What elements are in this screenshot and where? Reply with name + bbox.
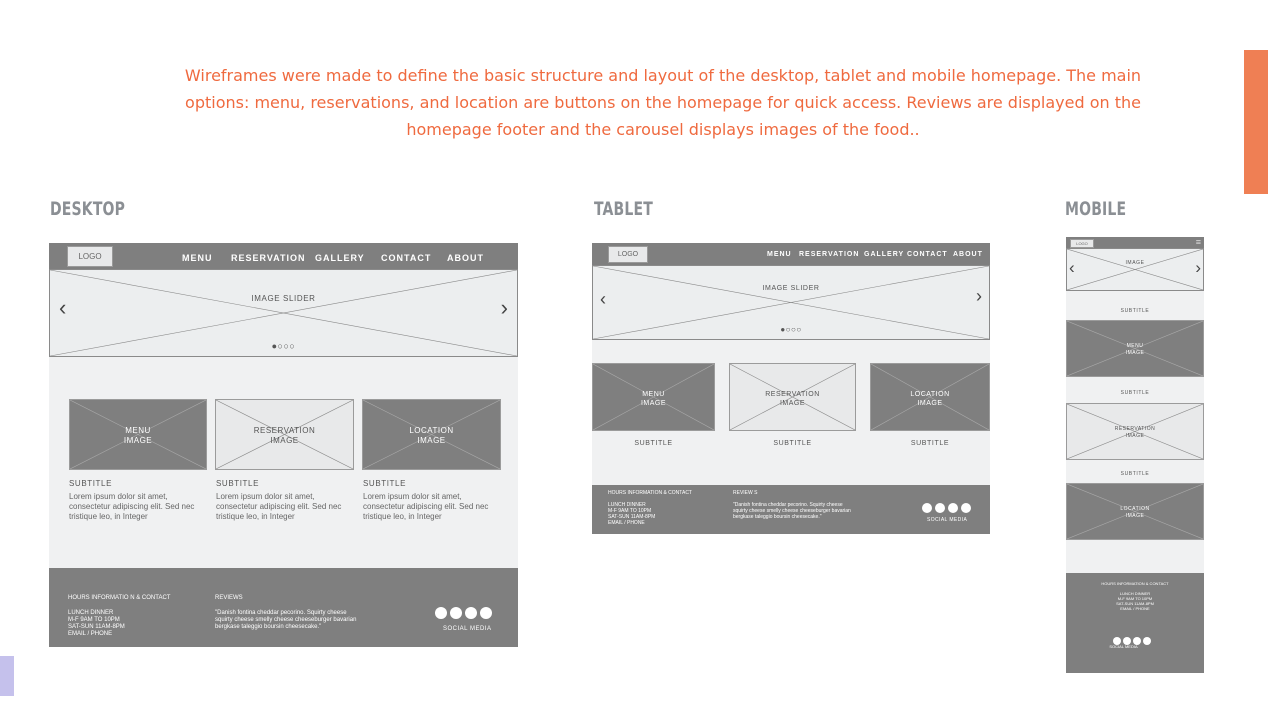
- desktop-logo: LOGO: [67, 246, 113, 267]
- desktop-slider-label: IMAGE SLIDER: [251, 294, 316, 303]
- mobile-slider-label: IMAGE: [1125, 260, 1145, 266]
- desktop-chevron-left-icon: ‹: [59, 295, 67, 320]
- tablet-nav-gallery: GALLERY: [864, 251, 905, 258]
- tablet-footer-hours-title: HOURS INFORMATION & CONTACT: [608, 490, 692, 496]
- desktop-wireframe: [49, 243, 518, 647]
- desktop-social-icons: [435, 606, 492, 624]
- mobile-subtitle-1: SUBTITLE: [1120, 308, 1150, 314]
- desktop-location-text: Lorem ipsum dolor sit amet, consectetur adipiscing elit. Sed nec tristique leo, in Integer: [363, 492, 489, 521]
- desktop-location-card: [362, 399, 501, 470]
- mobile-reservation-card: [1066, 403, 1204, 460]
- desktop-nav-menu: MENU: [182, 253, 213, 263]
- social-circle-icon[interactable]: [465, 607, 477, 619]
- desktop-navbar: [49, 243, 518, 270]
- mobile-title: MOBILE: [1065, 198, 1127, 220]
- tablet-menu-card: [592, 363, 715, 431]
- desktop-location-card-label: LOCATION IMAGE: [409, 426, 454, 445]
- tablet-menu-card-label: MENU IMAGE: [640, 391, 667, 407]
- tablet-footer: [592, 485, 990, 534]
- tablet-footer-hours: LUNCH DINNER M-F 9AM TO 10PM SAT-SUN 11AM-8PM EMAIL / PHONE: [608, 502, 656, 526]
- mobile-subtitle-2: SUBTITLE: [1120, 390, 1150, 396]
- tablet-reservation-subtitle: SUBTITLE: [773, 440, 812, 447]
- hamburger-menu-icon[interactable]: ≡: [1195, 237, 1201, 247]
- intro-text: Wireframes were made to define the basic structure and layout of the desktop, tablet and mobile homepage. The main options: menu, reservations, and location are buttons on the homepage for quick access. Reviews are displayed on the homepage footer and the carousel displays images of the food..: [184, 66, 1142, 139]
- mobile-navbar: [1066, 237, 1204, 248]
- accent-bar: [1244, 50, 1268, 194]
- tablet-slider-dots: ●○○○: [780, 325, 802, 334]
- mobile-chevron-right-icon: ›: [1195, 258, 1201, 277]
- social-circle-icon[interactable]: [450, 607, 462, 619]
- desktop-nav-gallery: GALLERY: [315, 253, 365, 263]
- desktop-reservation-card-label: RESERVATION IMAGE: [253, 426, 316, 445]
- mobile-wireframe: [1066, 237, 1204, 673]
- mobile-social-label: SOCIAL MEDIA: [1109, 644, 1138, 649]
- social-circle-icon[interactable]: [961, 503, 971, 513]
- tablet-image-slider: [592, 265, 990, 340]
- desktop-chevron-right-icon: ›: [500, 295, 508, 320]
- mobile-logo: LOGO: [1070, 239, 1094, 248]
- desktop-nav-contact: CONTACT: [381, 253, 432, 263]
- tablet-footer-review-text: "Danish fontina cheddar pecorino. Squirty cheese squirty cheese smelly cheese cheeseburger bavarian bergkase taleggio boursin cheesecake.": [733, 502, 851, 520]
- social-circle-icon[interactable]: [480, 607, 492, 619]
- tablet-reservation-card: [729, 363, 856, 431]
- social-circle-icon[interactable]: [922, 503, 932, 513]
- desktop-menu-card-label: MENU IMAGE: [123, 426, 153, 445]
- mobile-reservation-card-label: RESERVATION IMAGE: [1114, 426, 1156, 439]
- desktop-title: DESKTOP: [50, 198, 126, 220]
- tablet-reservation-card-label: RESERVATION IMAGE: [765, 391, 820, 407]
- tablet-nav-about: ABOUT: [953, 251, 983, 258]
- tablet-nav-contact: CONTACT: [907, 251, 948, 258]
- tablet-footer-reviews-title: REVIEW S: [733, 490, 758, 496]
- desktop-menu-text: Lorem ipsum dolor sit amet, consectetur adipiscing elit. Sed nec tristique leo, in Integer: [69, 492, 195, 521]
- mobile-footer-hours-title: HOURS INFORMATION & CONTACT: [1101, 581, 1169, 586]
- desktop-footer-reviews-title: REVIEWS: [215, 595, 243, 601]
- tablet-title: TABLET: [594, 198, 653, 220]
- tablet-location-card: [870, 363, 990, 431]
- mobile-subtitle-3: SUBTITLE: [1120, 471, 1150, 477]
- tablet-chevron-right-icon: ›: [976, 286, 982, 306]
- tablet-menu-subtitle: SUBTITLE: [634, 440, 673, 447]
- tablet-chevron-left-icon: ‹: [600, 289, 606, 309]
- mobile-footer: [1066, 573, 1204, 673]
- desktop-social-label: SOCIAL MEDIA: [443, 626, 492, 632]
- tablet-logo: LOGO: [608, 246, 648, 263]
- tablet-social-icons: [922, 500, 971, 518]
- tablet-slider-label: IMAGE SLIDER: [762, 285, 820, 292]
- tablet-location-card-label: LOCATION IMAGE: [910, 391, 950, 407]
- tablet-navbar: [592, 243, 990, 265]
- mobile-menu-card: [1066, 320, 1204, 377]
- desktop-image-slider: [49, 269, 518, 357]
- desktop-reservation-subtitle: SUBTITLE: [216, 479, 260, 488]
- desktop-nav-about: ABOUT: [447, 253, 484, 263]
- desktop-slider-dots: ●○○○: [271, 341, 296, 351]
- desktop-menu-card: [69, 399, 207, 470]
- tablet-nav-reservation: RESERVATION: [799, 251, 860, 258]
- mobile-chevron-left-icon: ‹: [1069, 258, 1075, 277]
- social-circle-icon[interactable]: [435, 607, 447, 619]
- tablet-social-label: SOCIAL MEDIA: [927, 517, 968, 523]
- desktop-location-subtitle: SUBTITLE: [363, 479, 407, 488]
- tablet-nav-menu: MENU: [767, 251, 792, 258]
- desktop-menu-subtitle: SUBTITLE: [69, 479, 113, 488]
- desktop-footer-hours-title: HOURS INFORMATIO N & CONTACT: [68, 595, 171, 601]
- corner-block: [0, 656, 14, 696]
- desktop-footer-review-text: "Danish fontina cheddar pecorino. Squirty cheese squirty cheese smelly cheese cheeseburger bavarian bergkase taleggio boursin cheesecake.": [215, 610, 357, 630]
- tablet-location-subtitle: SUBTITLE: [910, 440, 950, 447]
- mobile-menu-card-label: MENU IMAGE: [1125, 343, 1145, 356]
- tablet-wireframe: [592, 243, 990, 534]
- mobile-location-card-label: LOCATION IMAGE: [1120, 506, 1150, 519]
- desktop-nav-reservation: RESERVATION: [231, 253, 306, 263]
- desktop-reservation-card: [215, 399, 354, 470]
- desktop-footer: [49, 568, 518, 647]
- mobile-image-slider: [1066, 248, 1204, 291]
- mobile-location-card: [1066, 483, 1204, 540]
- desktop-reservation-text: Lorem ipsum dolor sit amet, consectetur adipiscing elit. Sed nec tristique leo, in Integer: [216, 492, 342, 521]
- mobile-footer-hours: LUNCH DINNER M-F 9AM TO 10PM SAT-SUN 11AM-8PM EMAIL / PHONE: [1116, 591, 1154, 611]
- social-circle-icon[interactable]: [935, 503, 945, 513]
- social-circle-icon[interactable]: [948, 503, 958, 513]
- desktop-footer-hours: LUNCH DINNER M-F 9AM TO 10PM SAT-SUN 11AM-8PM EMAIL / PHONE: [68, 610, 125, 637]
